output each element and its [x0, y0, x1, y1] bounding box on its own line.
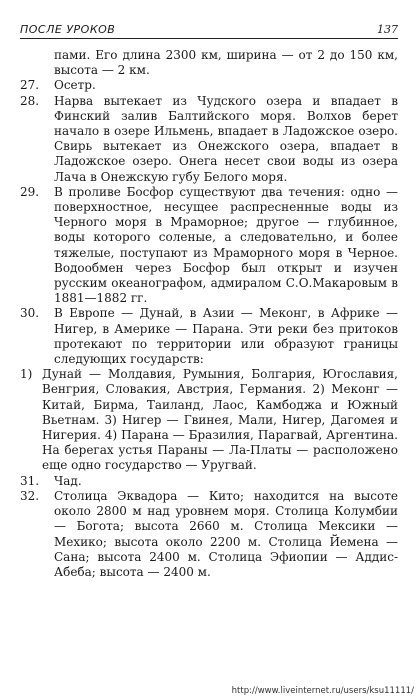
header-title: ПОСЛЕ УРОКОВ: [20, 23, 116, 36]
answer-text: Нарва вытекает из Чудского озера и впадает в Финский залив Балтийского моря. Волхов берет начало в озере Ильмень, впадает в Ладожское озеро. Свирь вытекает из Онежского озера, впадает в Ладожское озеро. Онега несет свои воды из озера Лача в Онежскую губу Белого моря.: [54, 93, 398, 184]
list-text: Дунай — Молдавия, Румыния, Болгария, Югославия, Венгрия, Словакия, Австрия, Германия. 2) Меконг — Китай, Бирма, Таиланд, Лаос, Камбоджа и Южный Вьетнам. 3) Нигер — Гвинея, Мали, Нигер, Дагомея и Нигерия. 4) Парана — Бразилия, Парагвай, Аргентина. На берегах устья Параны — Ла-Платы — расположено еще одно государство — Уругвай.: [42, 367, 398, 473]
answer-32: [20, 489, 398, 580]
page-content: [20, 48, 398, 580]
continued-paragraph: пами. Его длина 2300 км, ширина — от 2 до 150 км, высота — 2 км.: [54, 48, 398, 78]
answer-text: Чад.: [54, 473, 82, 488]
answer-number: 30.: [20, 306, 40, 321]
answer-27: [20, 78, 398, 93]
running-header: [20, 18, 398, 39]
answer-number: 28.: [20, 93, 40, 108]
answer-29: [20, 185, 398, 307]
answer-number: 32.: [20, 488, 40, 503]
answer-30-list: [20, 367, 398, 473]
answer-number: 31.: [20, 473, 40, 488]
answer-31: [20, 474, 398, 489]
answer-number: 27.: [20, 78, 40, 93]
page-number: 137: [377, 23, 398, 36]
list-number: 1): [20, 367, 33, 382]
answer-text: Осетр.: [54, 78, 96, 93]
answer-text: Столица Эквадора — Кито; находится на высоте около 2800 м над уровнем моря. Столица Колумбии — Богота; высота 2660 м. Столица Мексики — Мехико; высота около 2200 м. Столица Йемена — Сана; высота 2400 м. Столица Эфиопии — Аддис-Абеба; высота — 2400 м.: [54, 488, 398, 579]
answer-30: [20, 306, 398, 367]
answer-text: В Европе — Дунай, в Азии — Меконг, в Африке — Нигер, в Америке — Парана. Эти реки без притоков протекают по территории или образуют границы следующих государств:: [54, 306, 398, 367]
answer-text: В проливе Босфор существуют два течения: одно — поверхностное, несущее распресненные воды из Черного моря в Мраморное; другое — глубинное, воды которого соленые, а следовательно, и более тяжелые, поступают из Мраморного моря в Черное. Водообмен через Босфор был открыт и изучен русским океанографом, адмиралом С.О.Макаровым в 1881—1882 гг.: [54, 184, 398, 306]
answer-number: 29.: [20, 184, 40, 199]
answer-28: [20, 94, 398, 185]
source-url: http://www.liveinternet.ru/users/ksu11111/: [231, 686, 414, 696]
